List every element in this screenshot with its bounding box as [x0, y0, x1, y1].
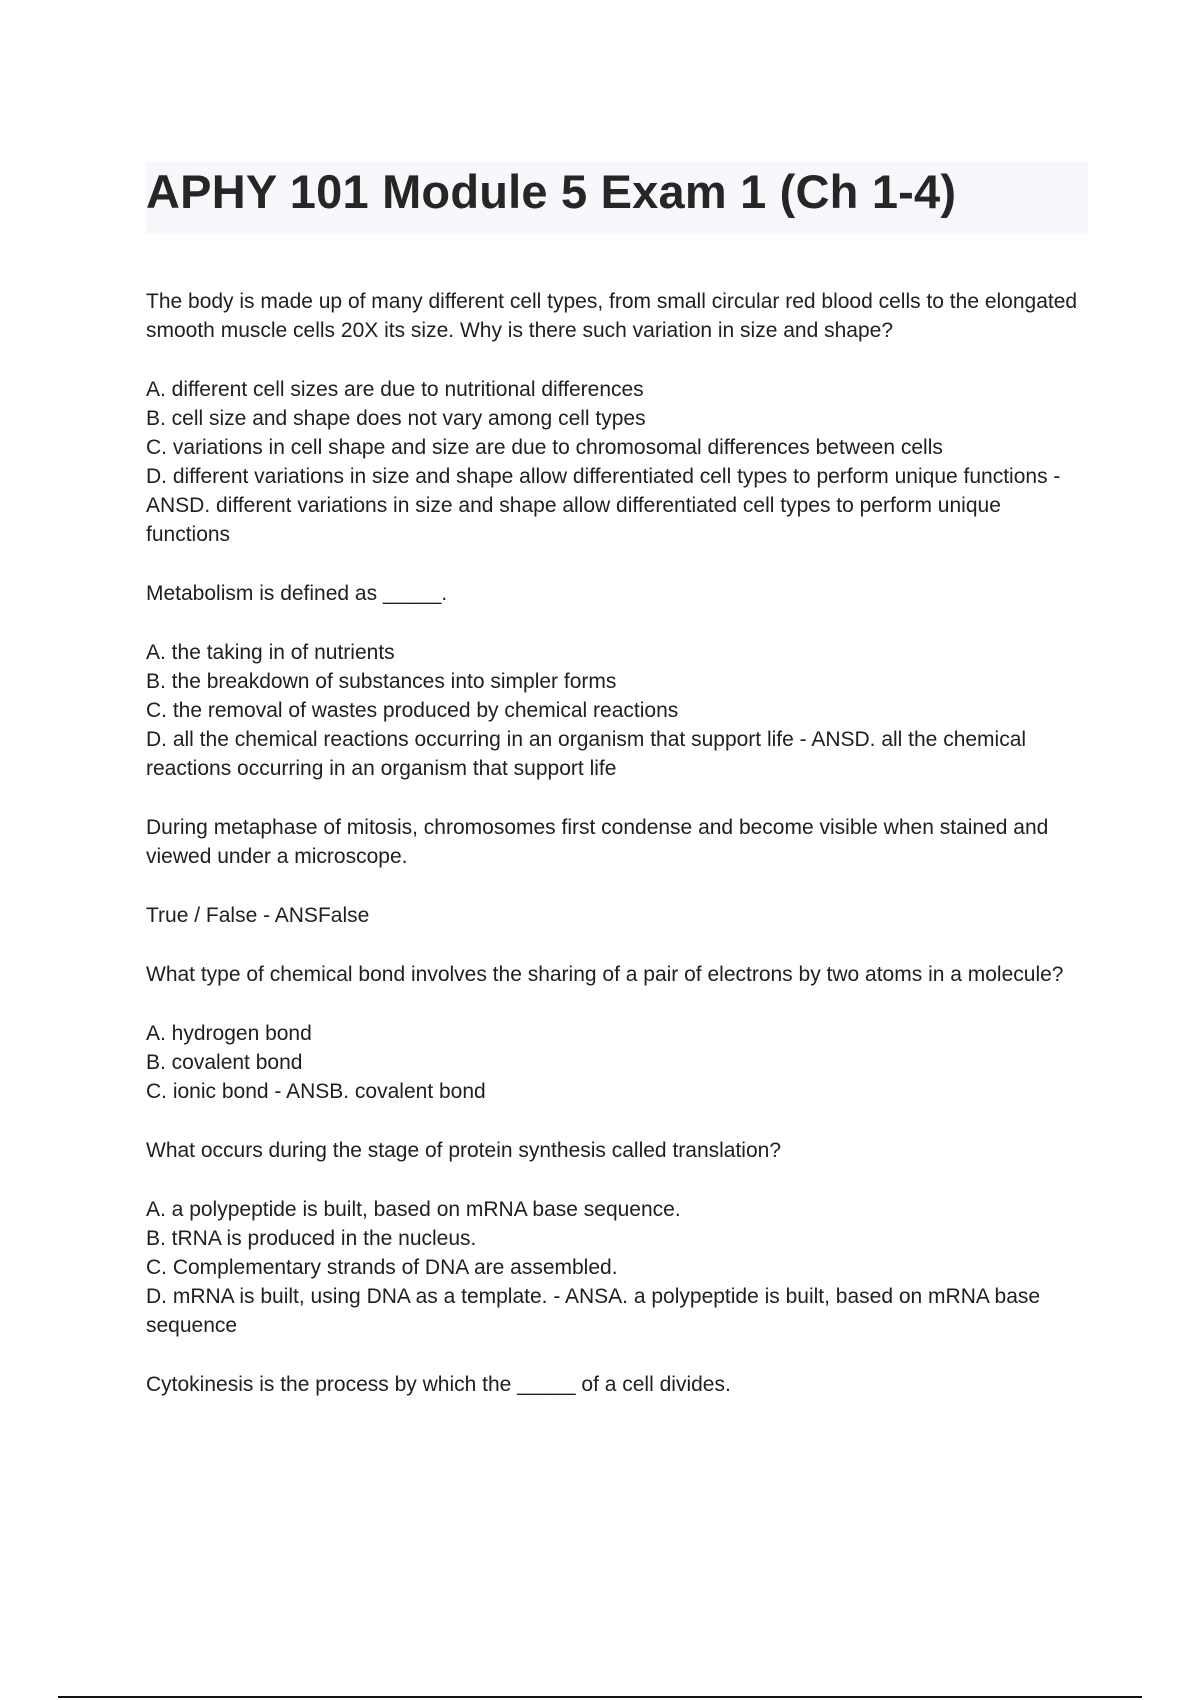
answer-option: B. tRNA is produced in the nucleus. — [146, 1227, 477, 1250]
answer-option: D. mRNA is built, using DNA as a template. - ANSA. a polypeptide is built, based on mRNA base sequence — [146, 1285, 1041, 1337]
answer-option: True / False - ANSFalse — [146, 904, 370, 927]
answer-option: C. the removal of wastes produced by chemical reactions — [146, 699, 679, 722]
question-block — [146, 579, 1086, 783]
answer-option: C. variations in cell shape and size are due to chromosomal differences between cells — [146, 436, 943, 459]
answer-option: C. ionic bond - ANSB. covalent bond — [146, 1080, 486, 1103]
question-prompt: What occurs during the stage of protein synthesis called translation? — [146, 1139, 782, 1162]
answer-option: C. Complementary strands of DNA are assembled. — [146, 1256, 618, 1279]
page-bottom-rule — [58, 1696, 1142, 1698]
document-title: APHY 101 Module 5 Exam 1 (Ch 1-4) — [146, 165, 957, 218]
question-block — [146, 960, 1086, 1106]
question-prompt: Cytokinesis is the process by which the _____ of a cell divides. — [146, 1373, 731, 1396]
answer-option: B. cell size and shape does not vary among cell types — [146, 407, 646, 430]
answer-option: A. the taking in of nutrients — [146, 641, 395, 664]
answer-option: A. a polypeptide is built, based on mRNA base sequence. — [146, 1198, 681, 1221]
question-prompt: The body is made up of many different cell types, from small circular red blood cells to the elongated smooth muscle cells 20X its size. Why is there such variation in size and shape? — [146, 290, 1078, 342]
question-prompt: What type of chemical bond involves the sharing of a pair of electrons by two atoms in a molecule? — [146, 963, 1064, 986]
answer-option: A. different cell sizes are due to nutritional differences — [146, 378, 644, 401]
answer-option: B. covalent bond — [146, 1051, 303, 1074]
question-block — [146, 813, 1086, 930]
answer-option: B. the breakdown of substances into simpler forms — [146, 670, 617, 693]
answer-option: D. different variations in size and shape allow differentiated cell types to perform unique functions - ANSD. different variations in size and shape allow differentiated cell types to perform unique functions — [146, 465, 1061, 546]
answer-option: A. hydrogen bond — [146, 1022, 312, 1045]
question-prompt: Metabolism is defined as _____. — [146, 582, 448, 605]
question-block — [146, 1136, 1086, 1340]
answer-option: D. all the chemical reactions occurring in an organism that support life - ANSD. all the chemical reactions occurring in an organism that support life — [146, 728, 1027, 780]
question-block — [146, 287, 1086, 549]
question-list — [146, 287, 1086, 1429]
question-block — [146, 1370, 1086, 1399]
question-prompt: During metaphase of mitosis, chromosomes first condense and become visible when stained and viewed under a microscope. — [146, 816, 1049, 868]
